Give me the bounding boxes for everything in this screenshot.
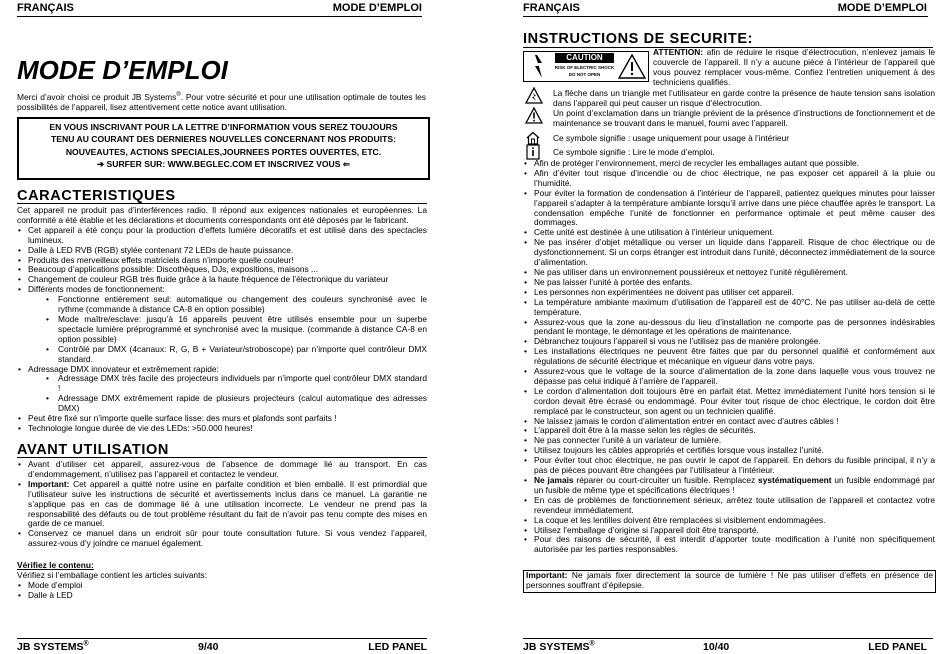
footer-rule bbox=[523, 638, 933, 639]
safety-item: • Ne pas utiliser dans un environnement poussiéreux et nettoyez l’unité régulièrement. bbox=[523, 268, 935, 278]
safety-item: • Afin de protéger l’environnement, merci de recycler les emballages autant que possible. bbox=[523, 159, 935, 169]
feature-item: • Adressage DMX innovateur et extrêmement rapide: • Adressage DMX très facile des projecteurs individuels par n’importe quel contrôleur DMX standard ! • Adressage DMX extrêmement rapide de plusieurs projecteurs (calcul automatique des adresses DMX) bbox=[17, 365, 427, 415]
feature-item: • Dalle à LED RVB (RGB) stylée contenant 72 LEDs de haute puissance. bbox=[17, 246, 427, 256]
footer-rule bbox=[17, 638, 427, 639]
newsletter-line-4: ➔ SURFER SUR: WWW.BEGLEC.COM ET INSCRIVEZ VOUS ⇐ bbox=[96, 159, 351, 170]
verify-item: • Dalle à LED bbox=[17, 591, 427, 601]
exclamation-icon bbox=[525, 107, 543, 125]
avant-utilisation-title: AVANT UTILISATION bbox=[17, 442, 169, 458]
high-voltage-text: La flèche dans un triangle met l’utilisateur en garde contre la présence de haute tension sans isolation dans l’appareil qui peut causer un risque d’électrocution. bbox=[553, 88, 935, 108]
feature-list bbox=[17, 226, 427, 434]
indoor-use-icon bbox=[525, 131, 541, 145]
safety-item: • En cas de problèmes de fonctionnement sérieux, arrêtez toute utilisation de l’appareil et contactez votre revendeur immédiatement. bbox=[523, 496, 935, 516]
mode-item: • Mode maître/esclave: jusqu’à 16 appareils peuvent être utilisés ensemble pour un superbe spectacle lumière préprogrammé et synchronisé avec la musique. (commande à distance CA-8 en option possible) bbox=[28, 315, 427, 345]
safety-item: • Ne laissez jamais le cordon d’alimentation entrer en contact avec d’autres câbles ! bbox=[523, 417, 935, 427]
feature-item: • Technologie longue durée de vie des LEDs: >50.000 heures! bbox=[17, 424, 427, 434]
avant-item: • Conservez ce manuel dans un endroit sûr pour toute consultation future. Si vous vendez l’appareil, assurez-vous d’y joindre ce manuel également. bbox=[17, 529, 427, 549]
header-section: MODE D’EMPLOI bbox=[332, 2, 422, 14]
high-voltage-icon bbox=[525, 87, 543, 105]
important-box: Important: Ne jamais fixer directement la source de lumière ! Ne pas utiliser d’effets en présence de personnes souffrant d’épilepsie. bbox=[523, 570, 936, 593]
caution-label bbox=[523, 51, 649, 82]
newsletter-line-2: TENU AU COURANT DES DERNIERES NOUVELLES CONCERNANT NOS PRODUITS: bbox=[51, 134, 396, 145]
caracteristiques-rule bbox=[17, 203, 427, 204]
verify-title: Vérifiez le contenu: bbox=[17, 560, 94, 571]
safety-item: • La température ambiante maximum d’utilisation de l’appareil est de 40°C. Ne pas utiliser au-delà de cette température. bbox=[523, 298, 935, 318]
header-rule bbox=[523, 16, 928, 17]
main-title: MODE D’EMPLOI bbox=[17, 55, 228, 85]
safety-item: • Débranchez toujours l’appareil si vous ne l’utilisez pas de manière prolongée. bbox=[523, 337, 935, 347]
safety-item: • Pour éviter tout choc électrique, ne pas ouvrir le capot de l’appareil. En dehors du fusible principal, il n’y a pas de pièces pouvant être changées par l’utilisateur à l’intérieur. bbox=[523, 456, 935, 476]
footer-page-number: 9/40 bbox=[198, 641, 219, 653]
header-rule bbox=[17, 16, 422, 17]
footer-product: LED PANEL bbox=[368, 641, 427, 653]
avant-utilisation-body bbox=[17, 460, 427, 601]
feature-item: • Différents modes de fonctionnement: • Fonctionne entièrement seul: automatique ou changement des couleurs synchronisé avec le rythme (commande à distance CA-8 en option possible) • Mode maître/esclave: jusqu’à 16 appareils peuvent être utilisés ensemble pour un superbe spectacle lumière préprogrammé et synchronisé avec la musique. (commande à distance CA-8 en option possible) • Contrôlé par DMX (4canaux: R, G, B + Variateur/stroboscope) par n’importe quel contrôleur DMX standard. bbox=[17, 285, 427, 364]
safety-item: • Les installations électriques ne peuvent être faites que par du personnel qualifié et conformément aux régulations de sécurité électrique et mécanique en vigueur dans votre pays. bbox=[523, 347, 935, 367]
safety-item: • Assurez-vous que le voltage de la source d’alimentation de la zone dans laquelle vous vous trouvez ne dépasse pas celui indiqué à l’arrière de l’appareil. bbox=[523, 367, 935, 387]
verify-text: Vérifiez si l’emballage contient les articles suivants: bbox=[17, 570, 207, 581]
feature-item: • Beaucoup d’applications possible: Discothèques, DJs, expositions, maisons ... bbox=[17, 265, 427, 275]
dmx-item: • Adressage DMX très facile des projecteurs individuels par n’importe quel contrôleur DMX standard ! bbox=[28, 374, 427, 394]
header-section: MODE D’EMPLOI bbox=[837, 2, 927, 14]
safety-item: • Ne pas connecter l’unité à un variateur de lumière. bbox=[523, 436, 935, 446]
avant-item: • Avant d’utiliser cet appareil, assurez-vous de l’absence de dommage lié au transport. En cas d’endommagement, n’utilisez pas l’appareil et contactez le vendeur. bbox=[17, 460, 427, 480]
safety-item: • Assurez-vous que la zone au-dessous du lieu d’installation ne comporte pas de personnes indésirables pendant le montage, le démontage et les opérations de maintenance. bbox=[523, 318, 935, 338]
newsletter-box bbox=[17, 117, 430, 180]
safety-title: INSTRUCTIONS DE SECURITE: bbox=[523, 31, 754, 47]
read-manual-text: Ce symbole signifie : Lire le mode d’emploi. bbox=[553, 147, 715, 157]
indoor-use-text: Ce symbole signifie : usage uniquement pour usage à l’intérieur bbox=[553, 133, 790, 143]
feature-item: • Cet appareil a été conçu pour la production d’effets lumière décoratifs et est utilisé dans des spectacles lumineux. bbox=[17, 226, 427, 246]
safety-list-body bbox=[523, 159, 935, 555]
safety-list bbox=[523, 159, 935, 555]
caracteristiques-title: CARACTERISTIQUES bbox=[17, 188, 176, 204]
right-page bbox=[475, 0, 950, 654]
mode-list bbox=[28, 295, 427, 364]
newsletter-line-1: EN VOUS INSCRIVANT POUR LA LETTRE D’INFORMATION VOUS SEREZ TOUJOURS bbox=[49, 122, 398, 132]
feature-item: • Produits des merveilleux effets matriciels dans n’importe quelle couleur! bbox=[17, 256, 427, 266]
caracteristiques-body bbox=[17, 206, 427, 434]
dmx-item: • Adressage DMX extrêmement rapide de plusieurs projecteurs (calcul automatique des adresses DMX) bbox=[28, 394, 427, 414]
attention-text: ATTENTION: afin de réduire le risque d’électrocution, n’enlevez jamais le couvercle de l’appareil. Il n’y a aucune pièce à l’intérieur de l’appareil que vous pouvez remplacer vous-même. Confiez l’entretien uniquement à des techniciens qualifiés. bbox=[653, 47, 935, 87]
safety-item: • Ne jamais réparer ou court-circuiter un fusible. Remplacez systématiquement un fusible endommagé par un fusible de même type et spécifications électriques ! bbox=[523, 476, 935, 496]
mode-item: • Contrôlé par DMX (4canaux: R, G, B + Variateur/stroboscope) par n’importe quel contrôleur DMX standard. bbox=[28, 345, 427, 365]
avant-item: • Important: Cet appareil a quitté notre usine en parfaite condition et bien emballé. Il est primordial que l’utilisateur suive les instructions de sécurité et avertissements inclus dans ce manuel. La garantie ne s’applique pas en cas de dommage lié à une utilisation incorrecte. Le vendeur ne prend pas la responsabilité des défauts ou de tout problème résultant du fait de n’avoir pas tenu compte des mises en garde de ce manuel. bbox=[17, 480, 427, 530]
feature-item: • Peut être fixé sur n’importe quelle surface lisse: des murs et plafonds sont parfaits ! bbox=[17, 414, 427, 424]
caution-word: CAUTION bbox=[566, 53, 603, 62]
dmx-list bbox=[28, 374, 427, 414]
footer-brand: JB SYSTEMS® bbox=[17, 640, 89, 653]
caution-line-1: RISK OF ELECTRIC SHOCK bbox=[554, 65, 615, 70]
caution-line-2: DO NOT OPEN bbox=[568, 72, 601, 77]
safety-item: • Ne pas insérer d’objet métallique ou verser un liquide dans l’appareil. Risque de choc électrique ou de dysfonctionnement. Si un corps étranger est introduit dans l’unité, déconnectez immédiatement de la source d’alimentation. bbox=[523, 238, 935, 268]
newsletter-line-3: NOUVEAUTES, ACTIONS SPECIALES,JOURNEES PORTES OUVERTES, ETC. bbox=[65, 146, 382, 157]
safety-item: • Afin d’éviter tout risque d’incendie ou de choc électrique, ne pas exposer cet appareil à la pluie ou l’humidité. bbox=[523, 169, 935, 189]
exclamation-text: Un point d’exclamation dans un triangle prévient de la présence d’instructions de fonctionnement et de maintenance se trouvant dans le manuel, fourni avec l’appareil. bbox=[553, 108, 935, 128]
verify-list bbox=[17, 581, 427, 601]
safety-item: • L’appareil doit être à la masse selon les règles de sécurités. bbox=[523, 426, 935, 436]
footer-page-number: 10/40 bbox=[703, 641, 730, 653]
caracteristiques-intro: Cet appareil ne produit pas d’interférences radio. Il répond aux exigences nationales et européennes. La conformité a été établie et les déclarations et documents correspondants ont été déposés par le fabricant. bbox=[17, 205, 427, 225]
avant-utilisation-rule bbox=[17, 457, 427, 458]
header-language: FRANÇAIS bbox=[523, 2, 580, 14]
header-language: FRANÇAIS bbox=[17, 2, 74, 14]
safety-item: • Pour éviter la formation de condensation à l’intérieur de l’appareil, patientez quelques minutes pour laisser l’appareil s’adapter à la température ambiante lorsqu’il arrive dans une pièce chauffée après le transport. La condensation empêche l’unité de fonctionner en performance optimale et peut même causer des dommages. bbox=[523, 189, 935, 229]
safety-item: • Utilisez toujours les câbles appropriés et certifiés lorsque vous installez l’unité. bbox=[523, 446, 935, 456]
mode-item: • Fonctionne entièrement seul: automatique ou changement des couleurs synchronisé avec le rythme (commande à distance CA-8 en option possible) bbox=[28, 295, 427, 315]
safety-item: • Le cordon d’alimentation doit toujours être en parfait état. Mettez immédiatement l’unité hors tension si le cordon devait être écrasé ou endommagé. Pour éviter tout risque de choc électrique, le cordon doit être remplacé par le constructeur, son agent ou un technicien qualifié. bbox=[523, 387, 935, 417]
safety-item: • La coque et les lentilles doivent être remplacées si visiblement endommagées. bbox=[523, 516, 935, 526]
avant-list bbox=[17, 460, 427, 549]
safety-item: • Ne pas laisser l’unité à portée des enfants. bbox=[523, 278, 935, 288]
verify-item: • Mode d’emploi bbox=[17, 581, 427, 591]
safety-item: • Cette unité est destinée à une utilisation à l’intérieur uniquement. bbox=[523, 228, 935, 238]
footer-product: LED PANEL bbox=[868, 641, 927, 653]
intro-paragraph: Merci d’avoir choisi ce produit JB Systems®. Pour votre sécurité et pour une utilisation optimale de toutes les possibilités de l’appareil, lisez attentivement cette notice avant utilisation. bbox=[17, 91, 426, 112]
safety-item: • Utilisez l’emballage d’origine si l’appareil doit être transporté. bbox=[523, 526, 935, 536]
footer-brand: JB SYSTEMS® bbox=[523, 640, 595, 653]
feature-item: • Changement de couleur RGB très fluide grâce à la haute fréquence de l’électronique du variateur bbox=[17, 275, 427, 285]
safety-item: • Les personnes non expérimentées ne doivent pas utiliser cet appareil. bbox=[523, 288, 935, 298]
safety-item: • Pour des raisons de sécurité, il est interdit d’apporter toute modification à l’unité non spécifiquement autorisée par les parties responsables. bbox=[523, 535, 935, 555]
